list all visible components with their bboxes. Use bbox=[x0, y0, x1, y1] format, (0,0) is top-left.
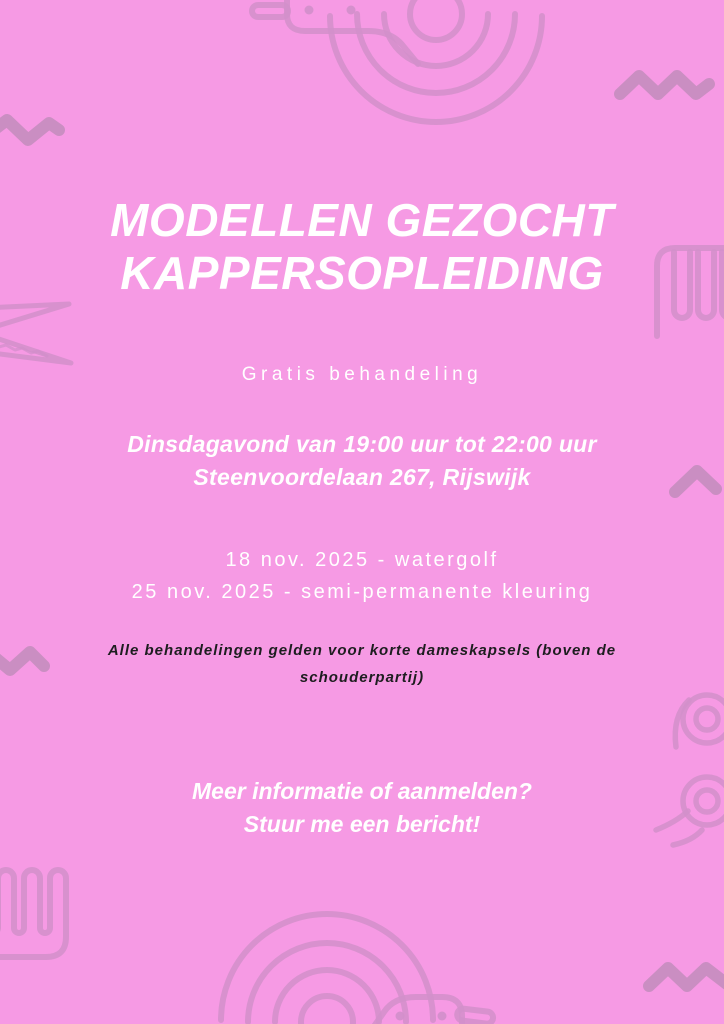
title-line2: KAPPERSOPLEIDING bbox=[120, 247, 604, 300]
page-title bbox=[0, 194, 724, 301]
session-item: 18 nov. 2025 - watergolf bbox=[225, 549, 499, 571]
zigzag-icon-left-upper bbox=[0, 120, 59, 140]
title-line1: MODELLEN GEZOCHT bbox=[110, 194, 614, 246]
subtitle-free-treatment: Gratis behandeling bbox=[241, 364, 483, 385]
cta-line2: Stuur me een bericht! bbox=[243, 811, 481, 838]
scissors-icon-left bbox=[0, 304, 71, 363]
session-item: 25 nov. 2025 - semi-permanente kleuring bbox=[131, 581, 593, 603]
zigzag-icon-left-middle bbox=[0, 650, 44, 670]
note-text: Alle behandelingen gelden voor korte dameskapsels (boven de schouderpartij) bbox=[107, 642, 617, 686]
schedule-address: Steenvoordelaan 267, Rijswijk bbox=[193, 463, 531, 490]
spiral-circles-icon-top bbox=[330, 0, 542, 122]
zigzag-icon-top-right bbox=[620, 76, 709, 94]
zigzag-icon-bottom-right bbox=[649, 968, 724, 988]
schedule-block bbox=[0, 428, 724, 493]
sessions-block bbox=[0, 544, 724, 608]
cta-block bbox=[0, 775, 724, 842]
comb-icon-bottom-left bbox=[0, 870, 66, 957]
spiral-circles-icon-bottom bbox=[221, 914, 433, 1024]
cta-line1: Meer informatie of aanmelden? bbox=[192, 778, 532, 804]
schedule-time: Dinsdagavond van 19:00 uur tot 22:00 uur bbox=[127, 431, 597, 457]
